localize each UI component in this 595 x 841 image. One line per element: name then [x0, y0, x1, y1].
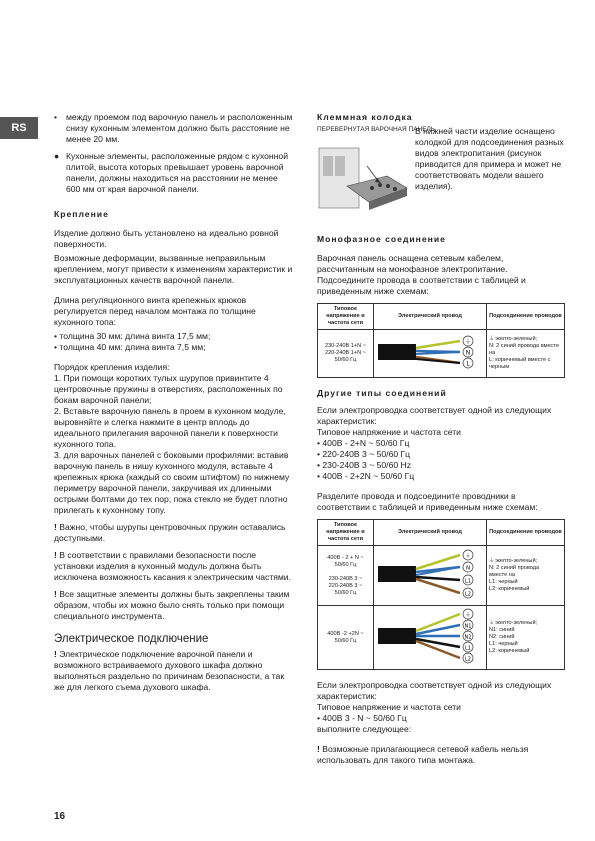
terminal-label: L2: [465, 591, 471, 598]
terminal-heading: Клеммная колодка: [317, 112, 413, 122]
terminal-label: L2: [465, 656, 471, 663]
other-connections-heading: Другие типы соединений: [317, 388, 447, 398]
other-instruction: Разделите провода и подсоедините проводники в соответствии с таблицей и приведенным ниже схемам:: [317, 491, 538, 512]
warning-note: ! Все защитные элементы должны быть закреплены таким образом, чтобы их можно было снять только при помощи специального инструмента.: [54, 589, 290, 621]
list-item: • толщина 40 мм: длина винта 7,5 мм;: [54, 342, 206, 352]
terminal-block-illustration: [317, 126, 409, 221]
list-item: • 400В - 2+N ~ 50/60 Гц: [317, 438, 410, 448]
wire-description: ⏚:желто-зеленый;: [488, 558, 538, 564]
table-header: Электрический провод: [373, 304, 486, 330]
final-do: выполните следующее:: [317, 724, 412, 734]
terminal-label: L1: [465, 578, 471, 585]
wire-description: вместе на: [488, 572, 516, 578]
order-step: 1. При помощи коротких тулых шурупов привинтите 4 центровочные пружины в отверстиях, расположенных по бокам варочной панели;: [54, 373, 283, 405]
wire-diagram: [376, 548, 484, 600]
warning-note: ! В соответствии с правилами безопасности после установки изделия в кухонный модуль должна быть исключена возможность касания к электрическим частями.: [54, 550, 291, 582]
warning-note: ! Электрическое подключение варочной панели и возможного встраиваемого духового шкафа должно выполняться раздельно по причинам безопасности, а так же для легкого съема духового шкафа.: [54, 649, 285, 692]
order-title: Порядок крепления изделия:: [54, 362, 170, 372]
warning-icon: !: [54, 589, 57, 599]
left-column: [54, 112, 294, 696]
wire-diagram-cell: [373, 546, 486, 606]
bullet-item: • между проемом под варочную панель и расположенным снизу кухонным элементом должно быть расстояние не менее 20 мм.: [54, 112, 293, 144]
electrical-heading: Электрическое подключение: [54, 633, 209, 645]
connection-cell: [486, 606, 564, 670]
terminal-label: N: [465, 565, 471, 572]
other-sub: Типовое напряжение и частота сети: [317, 427, 461, 437]
wire-description: ⏚:желто-зеленый;: [488, 336, 538, 342]
table-header: Электрический провод: [373, 520, 486, 546]
list-item: • 400В - 2+2N ~ 50/60 Гц: [317, 471, 415, 481]
terminal-label: N: [465, 349, 471, 357]
warning-icon: !: [54, 649, 57, 659]
terminal-label: N2: [464, 634, 472, 641]
wire-description: N: 2 синий провода вместе на: [488, 343, 559, 356]
voltage-cell: 400В -2 +2N ~ 50/60 Гц: [318, 606, 374, 670]
order-step: 2. Вставьте варочную панель в проем в кухонном модуле, выровняйте и слегка нажмите в центр вплодь до идеального прилегания варочной панели к поверхности кухонного топа.: [54, 406, 286, 449]
list-item: • 400В 3 - N ~ 50/60 Гц: [317, 713, 407, 723]
wire-description: L2: коричневый: [488, 648, 530, 654]
terminal-label: L1: [465, 645, 471, 652]
language-tab: RS: [0, 117, 38, 139]
fixing-paragraph: Возможные деформации, вызванные неправильным креплением, могут привести к изменениям характеристик и эксплуатационных качеств варочной панели.: [54, 253, 293, 285]
table-header: Подсоединение проводов: [486, 304, 564, 330]
wire-description: L2: коричневый: [488, 586, 530, 592]
terminal-label: ⏚: [465, 612, 471, 619]
voltage-cell: 400В - 2 + N ~ 50/60 Гц 230-240В 3 ~ 220-240В 3 ~ 50/60 Гц: [318, 546, 374, 606]
monophase-text: Варочная панель оснащена сетевым кабелем, рассчитанным на монофазное электропитание. Подсоедините провода в соответствии с таблицей и приведенным ниже схемам:: [317, 253, 526, 296]
bullet-item: ● Кухонные элементы, расположенные рядом с кухонной плитой, высота которых превышает уровень варочной панели, должны находиться на расстоянии не менее 600 мм от края варочной панели.: [54, 151, 289, 194]
wiring-table-single-phase: [317, 303, 565, 378]
terminal-block-section: [317, 126, 562, 226]
warning-note: ! Важно, чтобы шурупы центровочных пружин оставались доступными.: [54, 522, 286, 543]
wire-diagram: [376, 608, 484, 664]
wire-description: L1: черный: [488, 579, 518, 585]
connection-cell: [486, 330, 564, 378]
terminal-description: В нижней части изделие оснащено колодкой для подсоединения разных видов электропитания (рисунок приводится для примера и может не соответствовать модели вашего изделия).: [415, 126, 564, 191]
warning-note: ! Возможные прилагающиеся сетевой кабель нельзя использовать для такого типа монтажа.: [317, 744, 529, 765]
voltage-cell: 230-240В 1+N ~ 220-240В 1+N ~ 50/60 Гц: [318, 330, 374, 378]
monophase-heading: Монофазное соединение: [317, 234, 446, 244]
warning-icon: !: [317, 744, 320, 754]
right-column: [317, 112, 562, 769]
terminal-label: N1: [464, 623, 472, 630]
wire-description: ⏚:желто-зеленый;: [488, 620, 538, 626]
wire-description: N2: синий: [488, 634, 515, 640]
wire-description: N1: синий: [488, 627, 515, 633]
wire-description: L1: черный: [488, 641, 518, 647]
connection-cell: [486, 546, 564, 606]
wiring-table-multi-phase: [317, 519, 565, 670]
warning-icon: !: [54, 550, 57, 560]
wire-diagram-cell: [373, 330, 486, 378]
final-sub: Типовое напряжение и частота сети: [317, 702, 461, 712]
list-item: • 220-240В 3 ~ 50/60 Гц: [317, 449, 411, 459]
terminal-label: ⏚: [465, 553, 471, 560]
final-intro: Если электропроводка соответствует одной из следующих характеристик:: [317, 680, 552, 701]
table-header: Подсоединение проводов: [486, 520, 564, 546]
other-intro: Если электропроводка соответствует одной из следующих характеристик:: [317, 405, 552, 426]
fixing-heading: Крепление: [54, 209, 109, 219]
terminal-label: ⏚: [464, 338, 471, 346]
terminal-caption: ПЕРЕВЕРНУТАЯ ВАРОЧНАЯ ПАНЕЛЬ: [317, 126, 436, 133]
list-item: • 230-240В 3 ~ 50/60 Hz: [317, 460, 412, 470]
fixing-paragraph: Изделие должно быть установлено на идеально ровной поверхности.: [54, 228, 279, 249]
wire-description: L: коричневый вместе с черным: [488, 357, 551, 370]
wire-description: N: 2 синий провода: [488, 565, 540, 571]
fixing-paragraph: Длина регуляционного винта крепежных крюков регулируется перед началом монтажа по толщине кухонного топа:: [54, 295, 256, 327]
table-header: Типовое напряжение и частота сети: [318, 520, 374, 546]
terminal-label: L: [466, 360, 470, 368]
warning-icon: !: [54, 522, 57, 532]
table-header: Типовое напряжение и частота сети: [318, 304, 374, 330]
list-item: • толщина 30 мм: длина винта 17,5 мм;: [54, 331, 211, 341]
order-step: 3. для варочных панелей с боковыми профилями: вставив варочную панель в нишу кухонного модуля, вставьте 4 крепежных крюка (каждый со своим штифтом) по нижнему периметру варочной панели, закручивая их длинными острыми болтами до тех пор, пока стекло не будет плотно прилегать к кухонному топу.: [54, 450, 290, 515]
page-number: 16: [54, 811, 66, 822]
wire-diagram: [376, 332, 484, 372]
wire-diagram-cell: [373, 606, 486, 670]
